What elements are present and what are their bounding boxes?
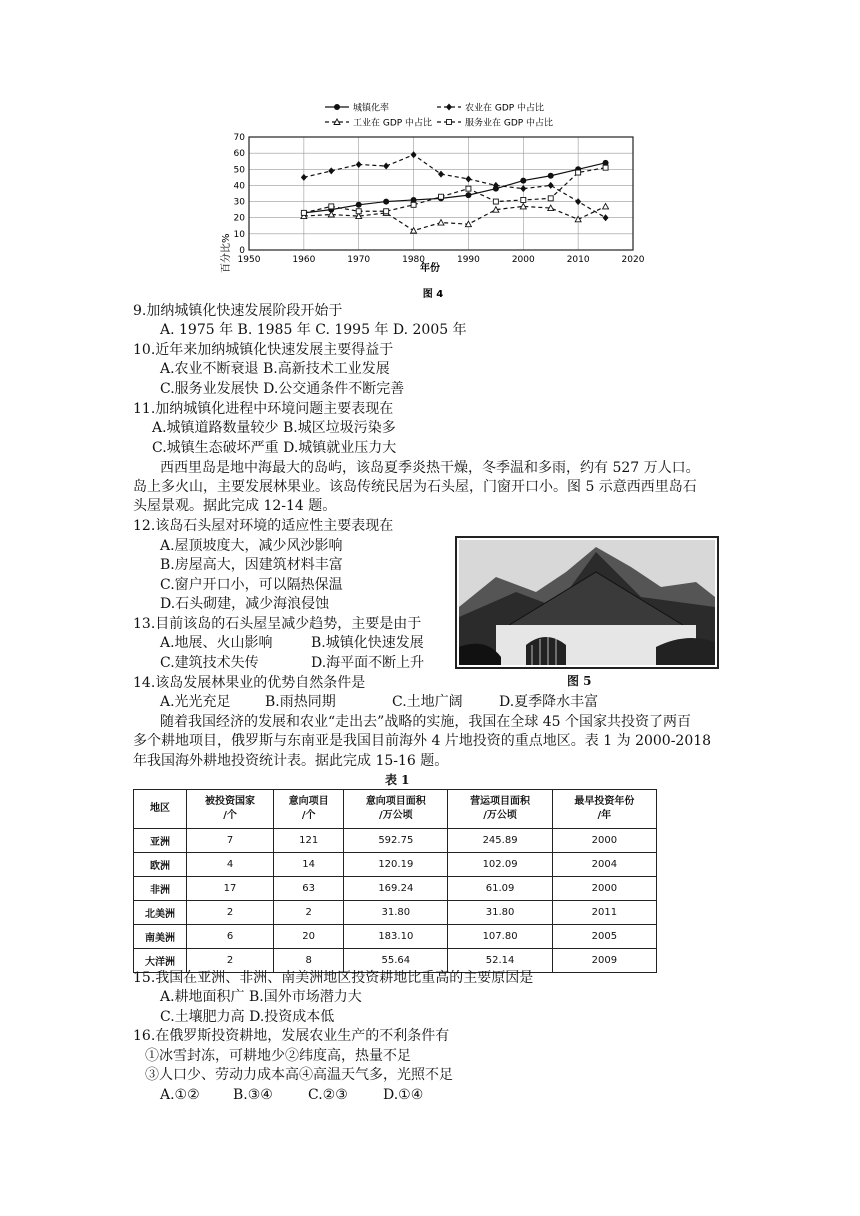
y-tick-label: 20: [233, 213, 245, 224]
header-project-area: 意向项目面积 /万公顷: [344, 790, 448, 829]
x-axis-label: 年份: [420, 263, 440, 274]
question-14: 14.该岛发展林果业的优势自然条件是: [133, 675, 366, 691]
table-cell: 107.80: [448, 925, 552, 949]
table-cell: 592.75: [344, 829, 448, 853]
legend-label: 工业在 GDP 中占比: [353, 118, 433, 129]
table-cell: 245.89: [448, 829, 552, 853]
data-point: [411, 228, 417, 234]
table-cell: 121: [274, 829, 344, 853]
data-point: [447, 120, 452, 125]
q13-option-a: A.地展、火山影响: [160, 635, 273, 651]
figure-5-photo: [456, 537, 718, 668]
question-16: 16.在俄罗斯投资耕地，发展农业生产的不利条件有: [133, 1028, 450, 1044]
data-point: [301, 174, 307, 181]
header-projects: 意向项目 /个: [274, 790, 344, 829]
table-row: [134, 925, 657, 949]
data-point: [548, 182, 554, 189]
y-tick-label: 30: [233, 197, 245, 208]
figure-5-caption: 图 5: [567, 674, 592, 688]
passage-2-line-3: 年我国海外耕地投资统计表。据此完成 15-16 题。: [133, 753, 449, 769]
data-point: [329, 204, 334, 209]
legend-label: 城镇化率: [353, 103, 390, 114]
q10-options-cd: C.服务业发展快 D.公交通条件不断完善: [160, 381, 405, 397]
legend-label: 农业在 GDP 中占比: [465, 103, 545, 114]
table-cell: 北美洲: [134, 901, 187, 925]
table-cell: 120.19: [344, 853, 448, 877]
table-cell: 31.80: [448, 901, 552, 925]
header-region: 地区: [134, 790, 187, 829]
series-line: [301, 151, 609, 221]
x-tick-label: 2010: [566, 255, 590, 265]
q14-option-a: A.光光充足: [160, 694, 231, 710]
q16-statements-1: ①冰雪封冻，可耕地少②纬度高，热量不足: [145, 1048, 411, 1064]
table-cell: 52.14: [448, 949, 552, 973]
table-cell: 4: [186, 853, 273, 877]
x-tick-label: 1950: [237, 255, 261, 265]
data-point: [383, 163, 389, 170]
series-path: [304, 163, 606, 213]
x-tick-label: 2020: [621, 255, 645, 265]
table-cell: 17: [186, 877, 273, 901]
table-row: [134, 901, 657, 925]
q13-option-b: B.城镇化快速发展: [311, 635, 424, 651]
data-point: [493, 199, 498, 204]
data-point: [548, 173, 554, 179]
x-tick-label: 1990: [456, 255, 480, 265]
y-axis-label: 百分比%: [221, 233, 232, 273]
table-row: [134, 853, 657, 877]
data-point: [439, 194, 444, 199]
passage-1-line-3: 头屋景观。据此完成 12-14 题。: [133, 498, 337, 514]
y-tick-label: 60: [233, 149, 245, 160]
table-cell: 2009: [552, 949, 656, 973]
legend-label: 服务业在 GDP 中占比: [465, 118, 554, 129]
question-9: 9.加纳城镇化快速发展阶段开始于: [133, 303, 343, 319]
q14-option-d: D.夏季降水丰富: [499, 694, 599, 710]
table-cell: 169.24: [344, 877, 448, 901]
table-cell: 61.09: [448, 877, 552, 901]
table-cell: 7: [186, 829, 273, 853]
question-10: 10.近年来加纳城镇化快速发展主要得益于: [133, 342, 394, 358]
table-cell: 2011: [552, 901, 656, 925]
table-cell: 大洋洲: [134, 949, 187, 973]
data-point: [328, 167, 334, 174]
table-cell: 6: [186, 925, 273, 949]
table-cell: 14: [274, 853, 344, 877]
series-path: [304, 206, 606, 230]
table-1: [133, 789, 657, 973]
table-cell: 183.10: [344, 925, 448, 949]
question-15: 15.我国在亚洲、非洲、南美洲地区投资耕地比重高的主要原因是: [133, 970, 534, 986]
table-cell: 102.09: [448, 853, 552, 877]
table-cell: 20: [274, 925, 344, 949]
data-point: [411, 151, 417, 158]
data-point: [576, 170, 581, 175]
q12-option-a: A.屋顶坡度大，减少风沙影响: [160, 538, 343, 554]
table-cell: 8: [274, 949, 344, 973]
table-cell: 非洲: [134, 877, 187, 901]
chart-legend: [325, 102, 553, 129]
data-point: [575, 216, 581, 222]
q11-options-ab: A.城镇道路数量较少 B.城区垃圾污染多: [152, 420, 396, 436]
q16-statements-2: ③人口少、劳动力成本高④高温天气多，光照不足: [145, 1067, 453, 1083]
table-row: [134, 877, 657, 901]
figure-caption: 图 4: [422, 289, 444, 300]
table-header-row: [134, 790, 657, 829]
q16-option-c: C.②③: [308, 1087, 348, 1103]
q10-options-ab: A.农业不断衰退 B.高新技术工业发展: [160, 361, 390, 377]
data-point: [356, 202, 362, 208]
table-cell: 63: [274, 877, 344, 901]
data-point: [334, 104, 340, 110]
series-path: [304, 155, 606, 218]
data-point: [603, 165, 608, 170]
data-point: [383, 199, 389, 205]
data-point: [548, 196, 553, 201]
table-cell: 亚洲: [134, 829, 187, 853]
q9-options: A. 1975 年 B. 1985 年 C. 1995 年 D. 2005 年: [160, 322, 467, 338]
q12-option-b: B.房屋高大，因建筑材料丰富: [160, 557, 343, 573]
data-point: [301, 210, 306, 215]
data-point: [465, 175, 471, 182]
data-point: [438, 171, 444, 178]
header-operating-area: 营运项目面积 /万公顷: [448, 790, 552, 829]
table-cell: 31.80: [344, 901, 448, 925]
table-cell: 2000: [552, 829, 656, 853]
table-cell: 南美洲: [134, 925, 187, 949]
data-point: [438, 220, 444, 226]
q12-option-c: C.窗户开口小，可以隔热保温: [160, 577, 343, 593]
q16-option-d: D.①④: [383, 1087, 424, 1103]
table-cell: 55.64: [344, 949, 448, 973]
x-tick-label: 1980: [402, 255, 426, 265]
table-cell: 2: [186, 949, 273, 973]
data-point: [356, 161, 362, 168]
header-earliest-year: 最早投资年份 /年: [552, 790, 656, 829]
passage-1-line-2: 岛上多火山，主要发展林果业。该岛传统民居为石头屋，门窗开口小。图 5 示意西西里岛石: [133, 479, 697, 495]
header-countries: 被投资国家 /个: [186, 790, 273, 829]
data-point: [520, 185, 526, 192]
y-tick-label: 0: [239, 246, 245, 256]
q15-options-cd: C.土壤肥力高 D.投资成本低: [160, 1009, 335, 1025]
series-line: [301, 203, 609, 233]
data-point: [466, 186, 471, 191]
y-tick-label: 50: [233, 165, 245, 176]
q14-option-c: C.土地广阔: [392, 694, 463, 710]
x-tick-label: 1960: [292, 255, 316, 265]
q15-options-ab: A.耕地面积广 B.国外市场潜力大: [160, 989, 362, 1005]
chart-series: [301, 151, 609, 233]
q12-option-d: D.石头砌建，减少海浪侵蚀: [160, 596, 330, 612]
y-tick-label: 70: [233, 133, 245, 143]
data-point: [603, 214, 609, 221]
question-11: 11.加纳城镇化进程中环境问题主要表现在: [133, 401, 394, 417]
data-point: [446, 104, 452, 111]
table-cell: 2005: [552, 925, 656, 949]
y-tick-label: 10: [233, 229, 245, 240]
table-cell: 欧洲: [134, 853, 187, 877]
table-row: [134, 829, 657, 853]
passage-1-line-1: 西西里岛是地中海最大的岛屿，该岛夏季炎热干燥，冬季温和多雨，约有 527 万人口。: [160, 460, 700, 476]
q11-options-cd: C.城镇生态破坏严重 D.城镇就业压力大: [152, 440, 397, 456]
table-cell: 2004: [552, 853, 656, 877]
x-tick-label: 1970: [347, 255, 371, 265]
question-13: 13.目前该岛的石头屋呈减少趋势，主要是由于: [133, 616, 422, 632]
data-point: [384, 209, 389, 214]
q13-option-d: D.海平面不断上升: [311, 655, 425, 671]
table-cell: 2: [274, 901, 344, 925]
question-12: 12.该岛石头屋对环境的适应性主要表现在: [133, 518, 394, 534]
y-tick-label: 40: [233, 181, 245, 192]
data-point: [521, 197, 526, 202]
q16-option-a: A.①②: [160, 1087, 200, 1103]
table-cell: 2000: [552, 877, 656, 901]
data-point: [575, 198, 581, 205]
table-1-caption: 表 1: [385, 773, 410, 787]
data-point: [603, 203, 609, 209]
q14-option-b: B.雨热同期: [265, 694, 336, 710]
figure-4-chart: [215, 95, 645, 310]
passage-2-line-1: 随着我国经济的发展和农业“走出去”战略的实施，我国在全球 45 个国家共投资了两百: [160, 714, 692, 730]
chart-grid: [249, 137, 633, 250]
data-point: [356, 209, 361, 214]
q16-option-b: B.③④: [233, 1087, 273, 1103]
passage-2-line-2: 多个耕地项目，俄罗斯与东南亚是我国目前海外 4 片地投资的重点地区。表 1 为 2000-2018: [133, 733, 712, 749]
x-tick-label: 2000: [511, 255, 535, 265]
plot-frame: [249, 137, 633, 250]
data-point: [411, 202, 416, 207]
data-point: [465, 192, 471, 198]
data-point: [520, 178, 526, 184]
q13-option-c: C.建筑技术失传: [160, 655, 259, 671]
table-cell: 2: [186, 901, 273, 925]
